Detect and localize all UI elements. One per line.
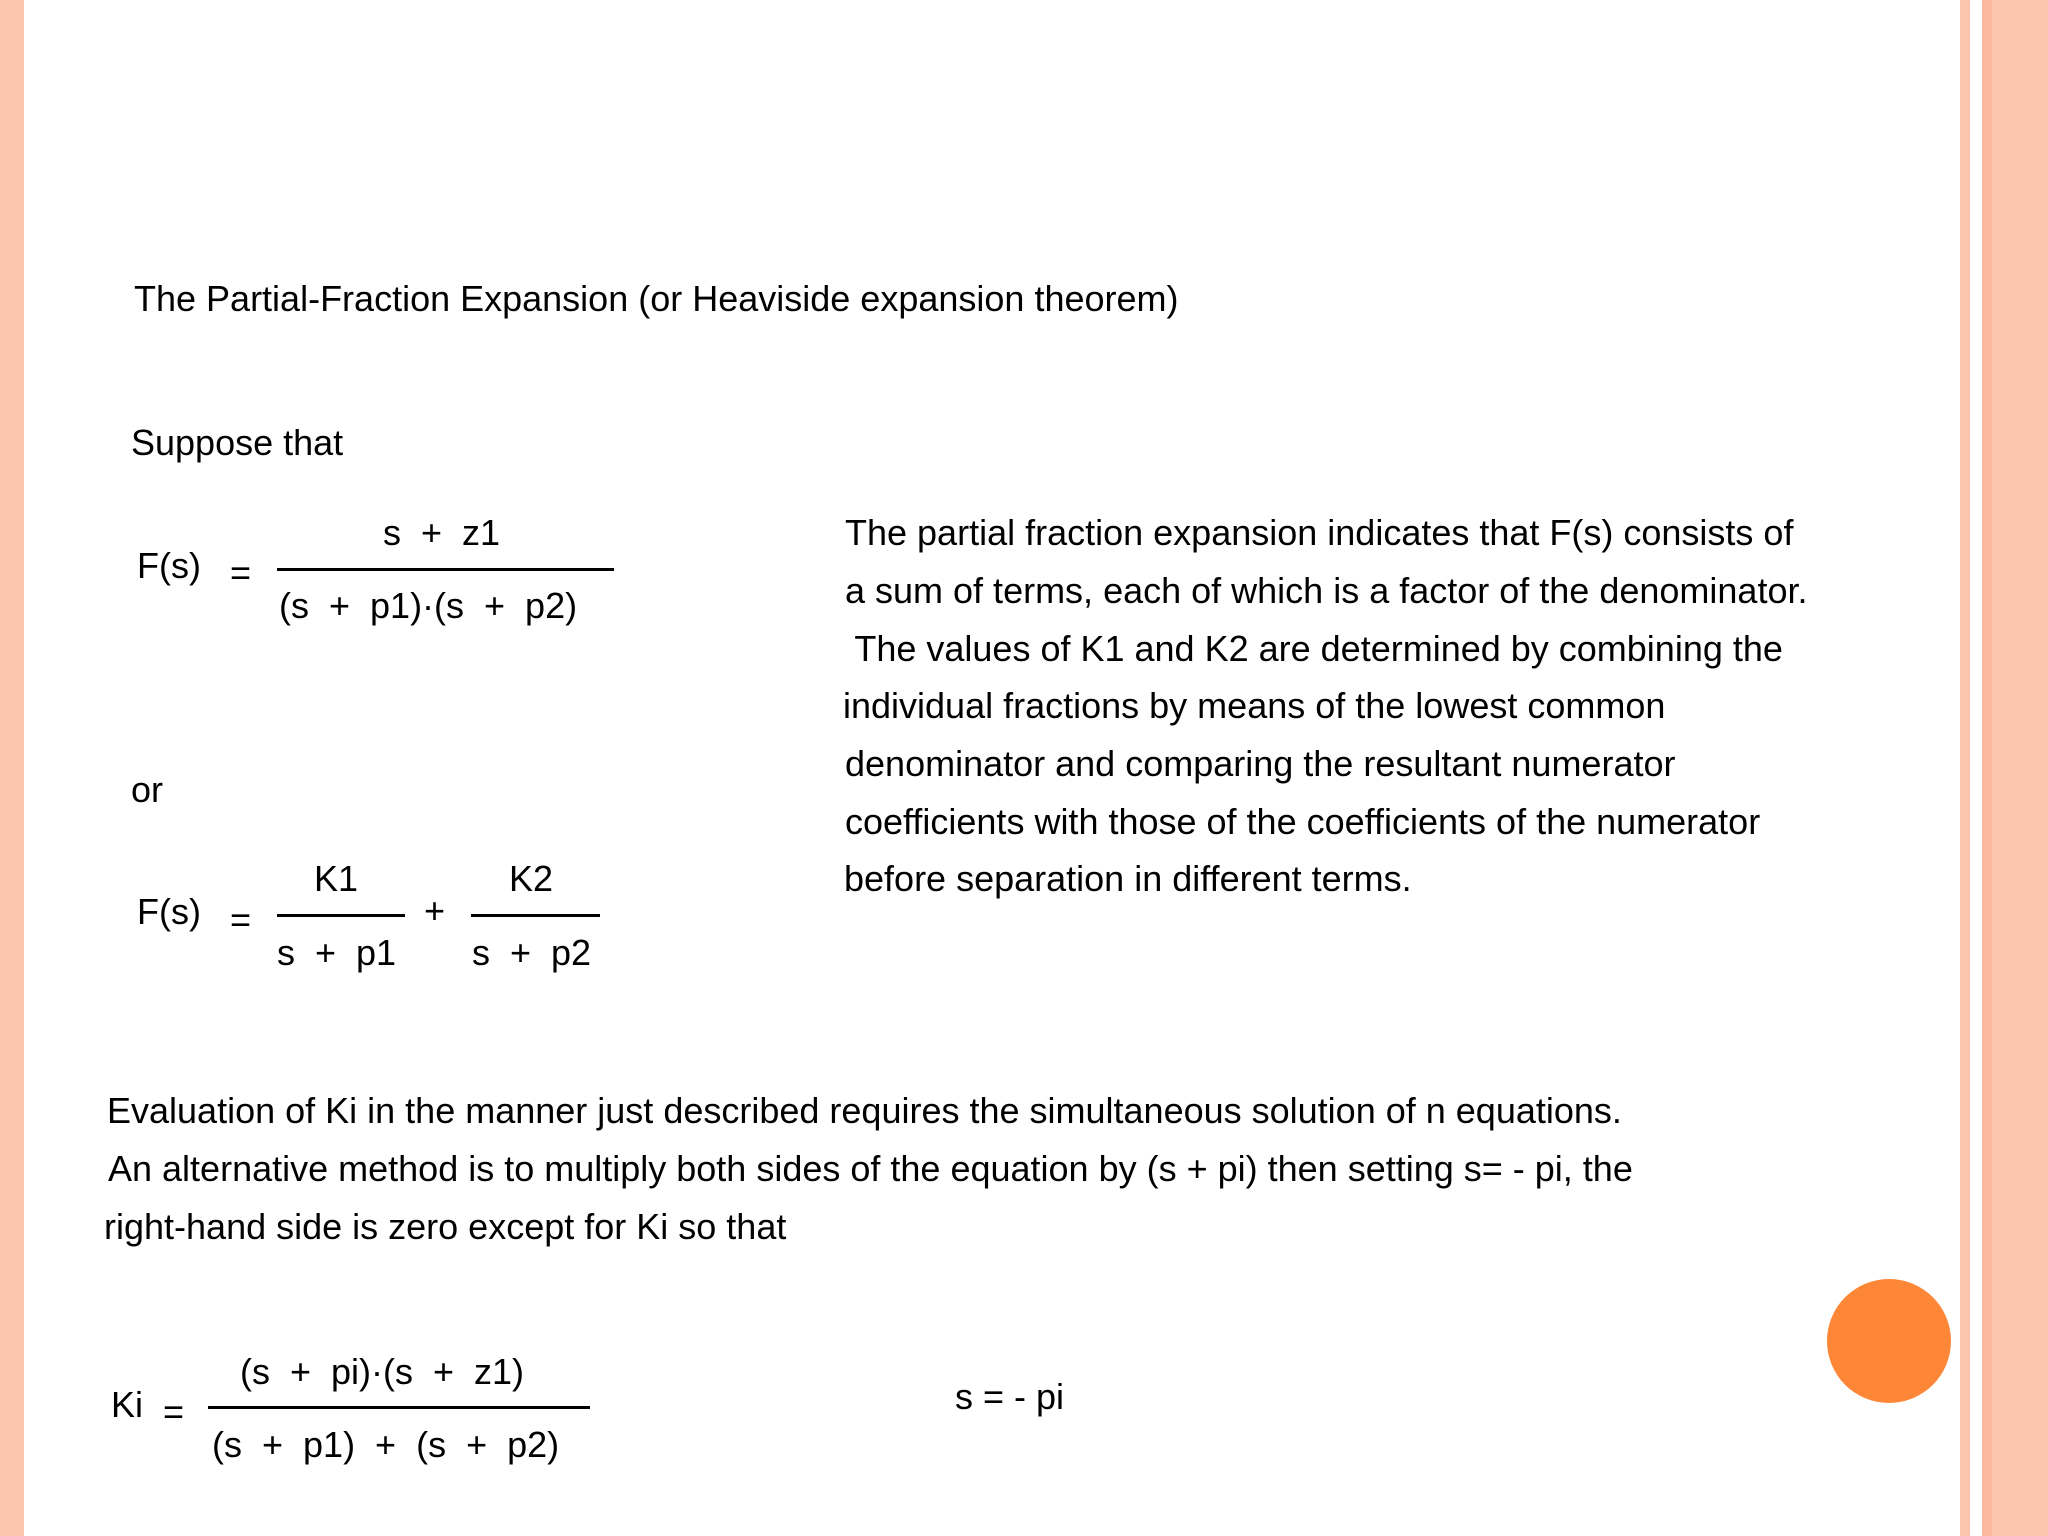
eq2-term2-numerator: K2 <box>509 858 554 899</box>
eq3-numerator: (s + pi)·(s + z1) <box>240 1351 525 1392</box>
eq3-condition: s = - pi <box>955 1376 1065 1417</box>
explanation-line: before separation in different terms. <box>844 858 1412 899</box>
eq2-equals: = <box>230 899 252 940</box>
eq1-denominator: (s + p1)·(s + p2) <box>279 585 578 626</box>
eq2-term1-numerator: K1 <box>314 858 359 899</box>
eq3-lhs: Ki <box>111 1384 144 1425</box>
eq2-term1-denominator: s + p1 <box>277 932 397 973</box>
eq2-plus: + <box>424 890 446 931</box>
evaluation-line: Evaluation of Ki in the manner just described requires the simultaneous solution of n equations. <box>107 1090 1622 1131</box>
right-border-stripe <box>1960 0 1970 1536</box>
left-border-decoration <box>0 0 24 1536</box>
explanation-line: The partial fraction expansion indicates that F(s) consists of <box>845 512 1794 553</box>
slide-title: The Partial-Fraction Expansion (or Heaviside expansion theorem) <box>134 278 1179 319</box>
eq2-term2-fraction-bar <box>471 914 600 917</box>
or-label: or <box>131 769 164 810</box>
explanation-line: coefficients with those of the coefficients of the numerator <box>845 801 1761 842</box>
eq3-denominator: (s + p1) + (s + p2) <box>212 1424 560 1465</box>
explanation-line: denominator and comparing the resultant numerator <box>845 743 1676 784</box>
orange-circle-decoration <box>1827 1279 1951 1403</box>
eq1-lhs: F(s) <box>137 545 201 586</box>
eq3-equals: = <box>163 1391 185 1432</box>
evaluation-line: An alternative method is to multiply both sides of the equation by (s + pi) then setting s= - pi, the <box>108 1148 1633 1189</box>
eq1-fraction-bar <box>277 568 614 571</box>
right-border-band <box>1982 0 2048 1536</box>
eq1-equals: = <box>230 552 252 593</box>
evaluation-line: right-hand side is zero except for Ki so that <box>104 1206 787 1247</box>
explanation-line: The values of K1 and K2 are determined by combining the <box>845 628 1783 669</box>
explanation-line: individual fractions by means of the lowest common <box>843 685 1666 726</box>
eq2-term1-fraction-bar <box>277 914 405 917</box>
eq2-term2-denominator: s + p2 <box>472 932 592 973</box>
eq1-numerator: s + z1 <box>383 512 501 553</box>
explanation-line: a sum of terms, each of which is a factor of the denominator. <box>845 570 1808 611</box>
eq2-lhs: F(s) <box>137 891 201 932</box>
eq3-fraction-bar <box>208 1406 590 1409</box>
suppose-label: Suppose that <box>131 422 344 463</box>
